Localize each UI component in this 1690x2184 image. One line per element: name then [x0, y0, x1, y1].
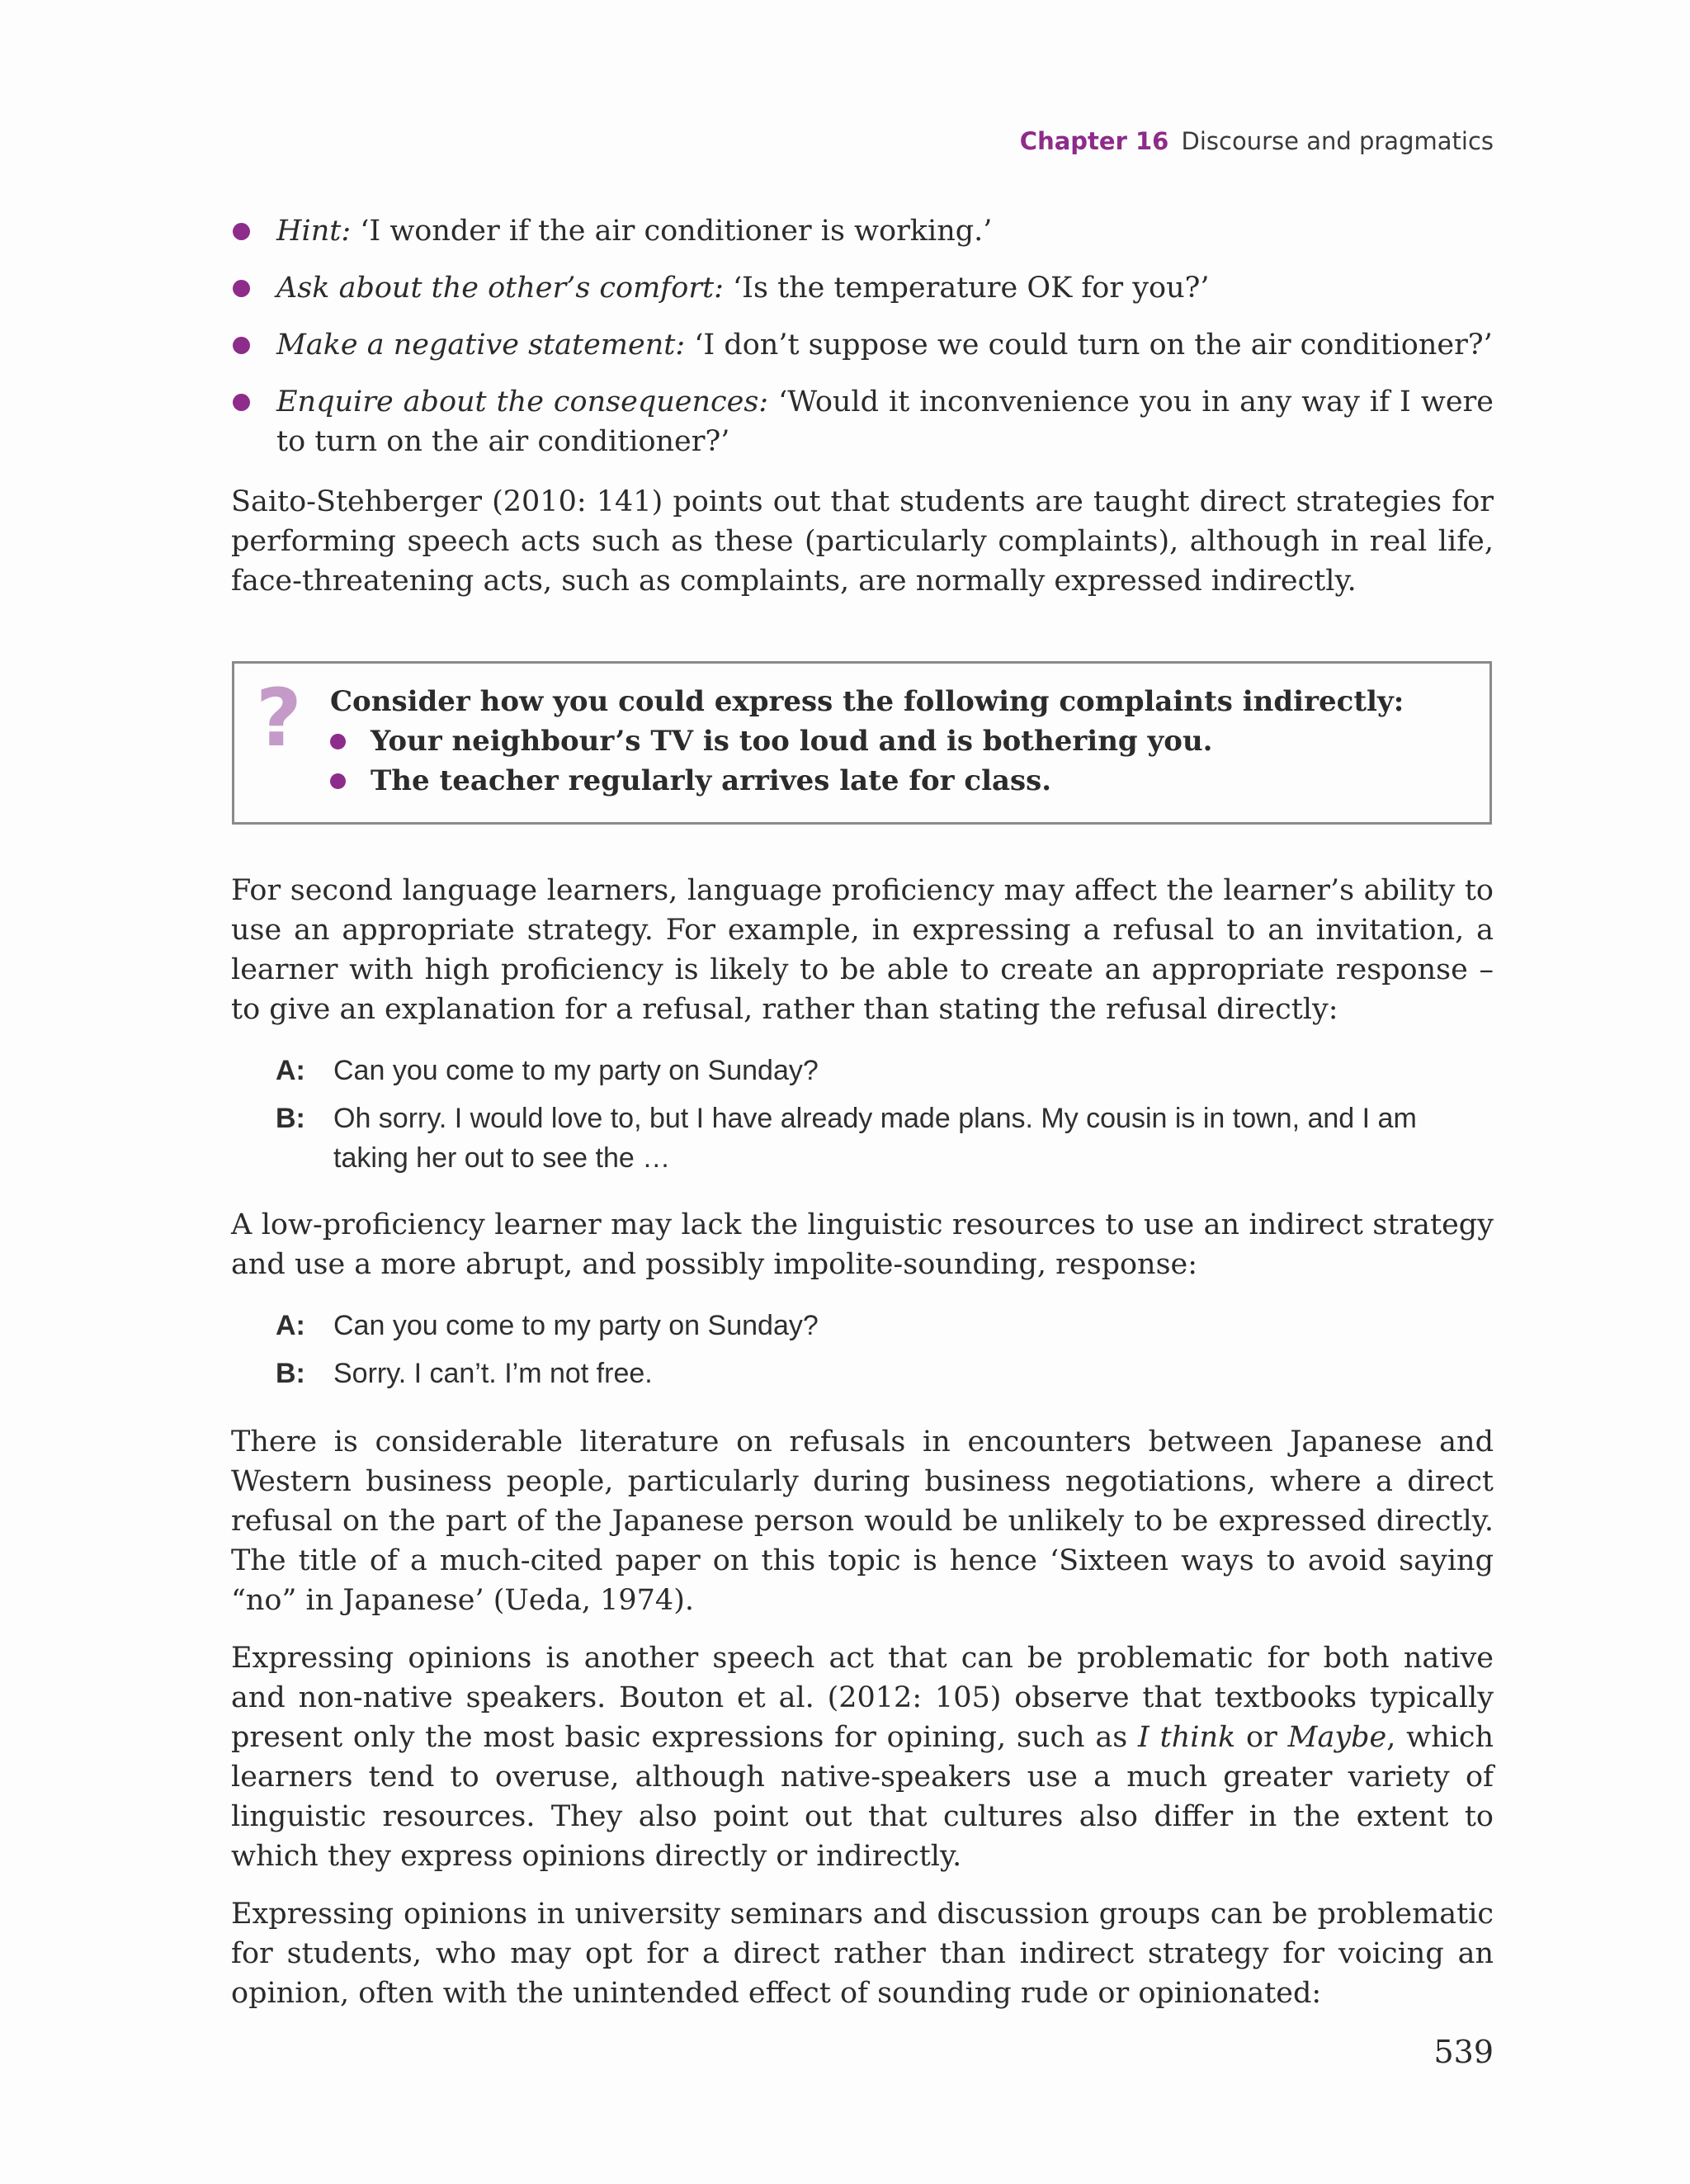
list-item-lead: Make a negative statement:: [276, 329, 686, 362]
list-item: [231, 382, 1494, 461]
paragraph-seminars: Expressing opinions in university seminars and discussion groups can be problematic for students, who may opt for a direct rather than indirect strategy for voicing an opinion, often with the unintended effect of sounding rude or opinionated:: [231, 1898, 1494, 2010]
example-expression: Maybe: [1287, 1721, 1387, 1754]
question-list: [330, 721, 1469, 801]
question-item: [330, 721, 1469, 761]
running-header: [1020, 127, 1494, 155]
list-item-text: ‘Would it inconvenience you in any way if I were to turn on the air conditioner?’: [276, 385, 1494, 458]
question-item-text: The teacher regularly arrives late for class.: [371, 764, 1052, 797]
paragraph-text: Expressing opinions is another speech act that can be problematic for both native and non-native speakers. Bouton et al. (2012: 105) observe that textbooks typically present only the most basic expressions for opining, such as: [231, 1642, 1494, 1754]
dialog-low-proficiency: [276, 1306, 1431, 1402]
dialog-text: Can you come to my party on Sunday?: [333, 1055, 819, 1086]
question-item-text: Your neighbour’s TV is too loud and is bothering you.: [371, 725, 1213, 758]
paragraph-refusals: There is considerable literature on refusals in encounters between Japanese and Western business people, particularly during business negotiations, where a direct refusal on the part of the Japanese person would be unlikely to be expressed directly. The title of a much-cited paper on this topic is hence ‘Sixteen ways to avoid saying “no” in Japanese’ (Ueda, 1974).: [231, 1425, 1494, 1617]
paragraph-proficiency: For second language learners, language proficiency may affect the learner’s ability to use an appropriate strategy. For example, in expressing a refusal to an invitation, a learner with high proficiency is likely to be able to create an appropriate response – to give an explanation for a refusal, rather than stating the refusal directly:: [231, 874, 1494, 1026]
speaker-label: B:: [276, 1358, 305, 1389]
dialog-text: Oh sorry. I would love to, but I have already made plans. My cousin is in town, and I am taking her out to see the …: [333, 1103, 1417, 1174]
dialog-text: Can you come to my party on Sunday?: [333, 1310, 819, 1341]
dialog-line: [276, 1354, 1431, 1393]
dialog-line: [276, 1099, 1431, 1178]
question-mark-icon: ?: [256, 672, 302, 764]
list-item-text: ‘I wonder if the air conditioner is working.’: [351, 215, 993, 248]
chapter-title: Discourse and pragmatics: [1181, 127, 1494, 155]
dialog-text: Sorry. I can’t. I’m not free.: [333, 1358, 653, 1389]
paragraph-opinions: [231, 1638, 1494, 1876]
bullet-icon: [330, 773, 346, 789]
list-item-lead: Hint:: [276, 215, 352, 248]
question-prompt: Consider how you could express the following complaints indirectly:: [330, 685, 1404, 718]
list-item-lead: Enquire about the consequences:: [276, 385, 769, 418]
question-item: [330, 761, 1469, 801]
speaker-label: B:: [276, 1103, 305, 1134]
page-number: 539: [1433, 2034, 1494, 2070]
list-item-text: ‘Is the temperature OK for you?’: [723, 272, 1210, 305]
paragraph-text: or: [1235, 1721, 1288, 1754]
list-item-text: ‘I don’t suppose we could turn on the air conditioner?’: [685, 329, 1493, 362]
bullet-icon: [330, 734, 346, 749]
list-item-lead: Ask about the other’s comfort:: [276, 272, 724, 305]
dialog-line: [276, 1051, 1431, 1090]
list-item: [231, 325, 1494, 365]
bullet-icon: [233, 337, 250, 354]
bullet-icon: [233, 223, 250, 240]
list-item: [231, 268, 1494, 308]
chapter-label: Chapter 16: [1019, 127, 1169, 155]
dialog-high-proficiency: [276, 1051, 1431, 1186]
paragraph-text: , which learners tend to overuse, although native-speakers use a much greater variety of linguistic resources. They also point out that cultures also differ in the extent to which they express opinions directly or indirectly.: [231, 1721, 1494, 1873]
paragraph-saito: Saito-Stehberger (2010: 141) points out that students are taught direct strategies for performing speech acts such as these (particularly complaints), although in real life, face-threatening acts, such as complaints, are normally expressed indirectly.: [231, 485, 1494, 598]
strategy-list: [231, 211, 1494, 479]
question-box: [232, 661, 1492, 825]
speaker-label: A:: [276, 1055, 305, 1086]
bullet-icon: [233, 394, 250, 411]
bullet-icon: [233, 280, 250, 297]
dialog-line: [276, 1306, 1431, 1345]
paragraph-low-proficiency: A low-proficiency learner may lack the linguistic resources to use an indirect strategy and use a more abrupt, and possibly impolite-sounding, response:: [231, 1208, 1494, 1281]
speaker-label: A:: [276, 1310, 305, 1341]
example-expression: I think: [1138, 1721, 1236, 1754]
list-item: [231, 211, 1494, 251]
question-content: [330, 682, 1469, 801]
